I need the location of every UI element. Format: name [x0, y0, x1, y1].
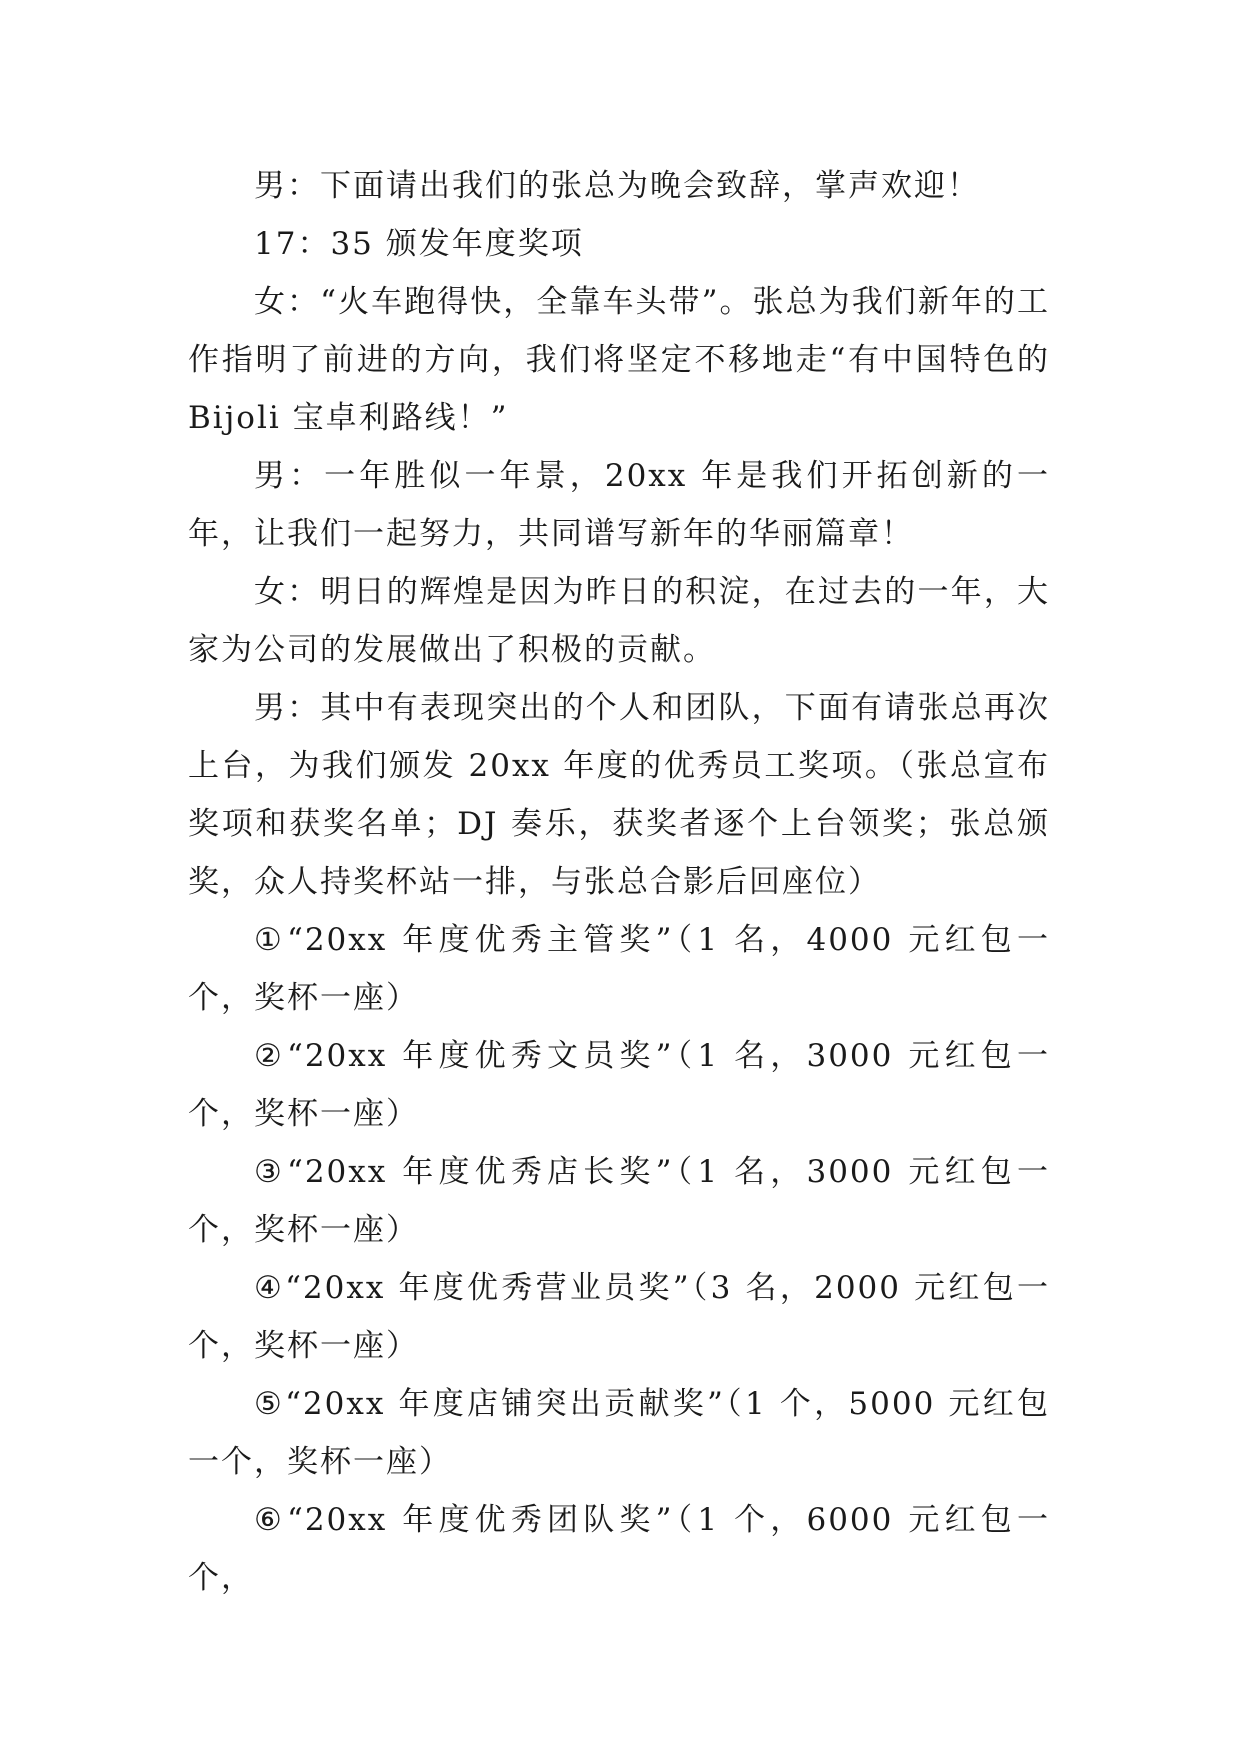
paragraph-female-host-train: 女：“火车跑得快，全靠车头带”。张总为我们新年的工作指明了前进的方向，我们将坚定不移地走“有中国特色的 Bijoli 宝卓利路线！” [188, 284, 1050, 436]
document-body [188, 157, 1050, 1607]
award-item-store-manager: ③“20xx 年度优秀店长奖”（1 名，3000 元红包一个，奖杯一座） [188, 1154, 1050, 1248]
paragraph-male-host-new-year: 男：一年胜似一年景，20xx 年是我们开拓创新的一年，让我们一起努力，共同谱写新年的华丽篇章！ [188, 458, 1050, 552]
paragraph-host-speech-intro: 男：下面请出我们的张总为晚会致辞，掌声欢迎！ [254, 168, 980, 204]
paragraph-schedule-awards: 17：35 颁发年度奖项 [254, 226, 584, 262]
award-item-team: ⑥“20xx 年度优秀团队奖”（1 个，6000 元红包一个， [188, 1502, 1050, 1596]
award-item-clerk: ②“20xx 年度优秀文员奖”（1 名，3000 元红包一个，奖杯一座） [188, 1038, 1050, 1132]
award-item-salesperson: ④“20xx 年度优秀营业员奖”（3 名，2000 元红包一个，奖杯一座） [188, 1270, 1050, 1364]
paragraph-male-host-awards-intro: 男：其中有表现突出的个人和团队，下面有请张总再次上台，为我们颁发 20xx 年度的优秀员工奖项。（张总宣布奖项和获奖名单；DJ 奏乐，获奖者逐个上台领奖；张总颁奖，众人持奖杯站一排，与张总合影后回座位） [188, 690, 1050, 900]
award-item-store-contribution: ⑤“20xx 年度店铺突出贡献奖”（1 个，5000 元红包一个，奖杯一座） [188, 1386, 1050, 1480]
paragraph-female-host-contribution: 女：明日的辉煌是因为昨日的积淀，在过去的一年，大家为公司的发展做出了积极的贡献。 [188, 574, 1050, 668]
award-item-supervisor: ①“20xx 年度优秀主管奖”（1 名，4000 元红包一个，奖杯一座） [188, 922, 1050, 1016]
